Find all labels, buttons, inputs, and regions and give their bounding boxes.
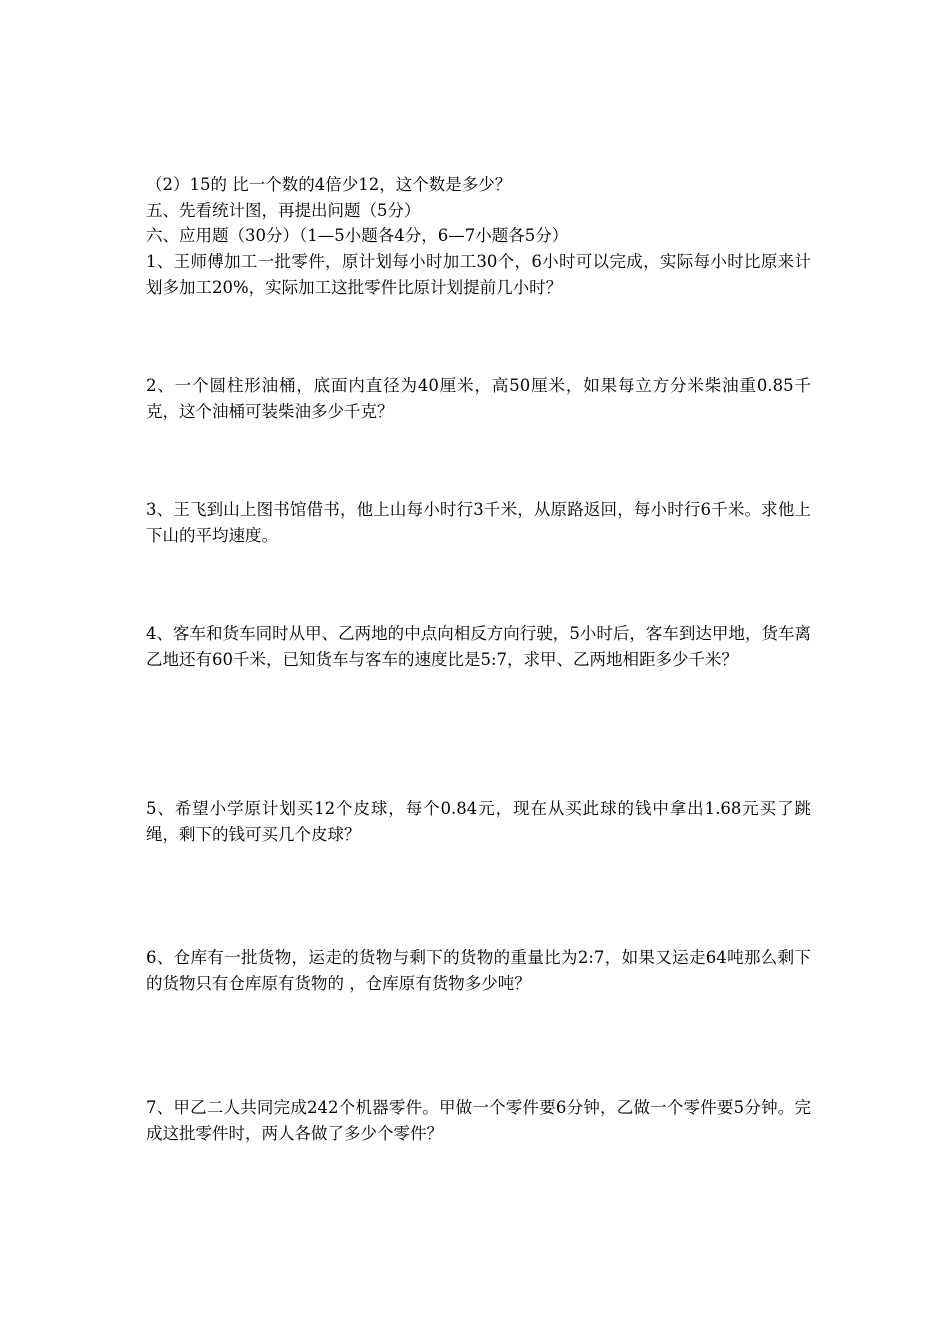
problem-3: 3、王飞到山上图书馆借书，他上山每小时行3千米，从原路返回，每小时行6千米。求他上下山的平均速度。: [146, 500, 811, 545]
problem-7: 7、甲乙二人共同完成242个机器零件。甲做一个零件要6分钟，乙做一个零件要5分钟。完成这批零件时，两人各做了多少个零件？: [146, 1098, 811, 1143]
section-6-title: 六、应用题（30分）（1—5小题各4分，6—7小题各5分）: [146, 226, 569, 245]
sub-question-2: （2）15的 比一个数的4倍少12，这个数是多少？: [146, 175, 512, 194]
problem-5: 5、希望小学原计划买12个皮球，每个0.84元，现在从买此球的钱中拿出1.68元买了跳绳，剩下的钱可买几个皮球？: [146, 799, 811, 844]
problem-6: 6、仓库有一批货物，运走的货物与剩下的货物的重量比为2:7，如果又运走64吨那么剩下的货物只有仓库原有货物的 ，仓库原有货物多少吨？: [146, 948, 811, 993]
problem-2: 2、一个圆柱形油桶，底面内直径为40厘米，高50厘米，如果每立方分米柴油重0.85千克，这个油桶可装柴油多少千克？: [146, 376, 811, 421]
problem-1: 1、王师傅加工一批零件，原计划每小时加工30个，6小时可以完成，实际每小时比原来计划多加工20%，实际加工这批零件比原计划提前几小时？: [146, 252, 811, 297]
section-5-title: 五、先看统计图，再提出问题（5分）: [146, 201, 421, 220]
problem-4: 4、客车和货车同时从甲、乙两地的中点向相反方向行驶，5小时后，客车到达甲地，货车离乙地还有60千米，已知货车与客车的速度比是5:7，求甲、乙两地相距多少千米？: [146, 624, 811, 669]
